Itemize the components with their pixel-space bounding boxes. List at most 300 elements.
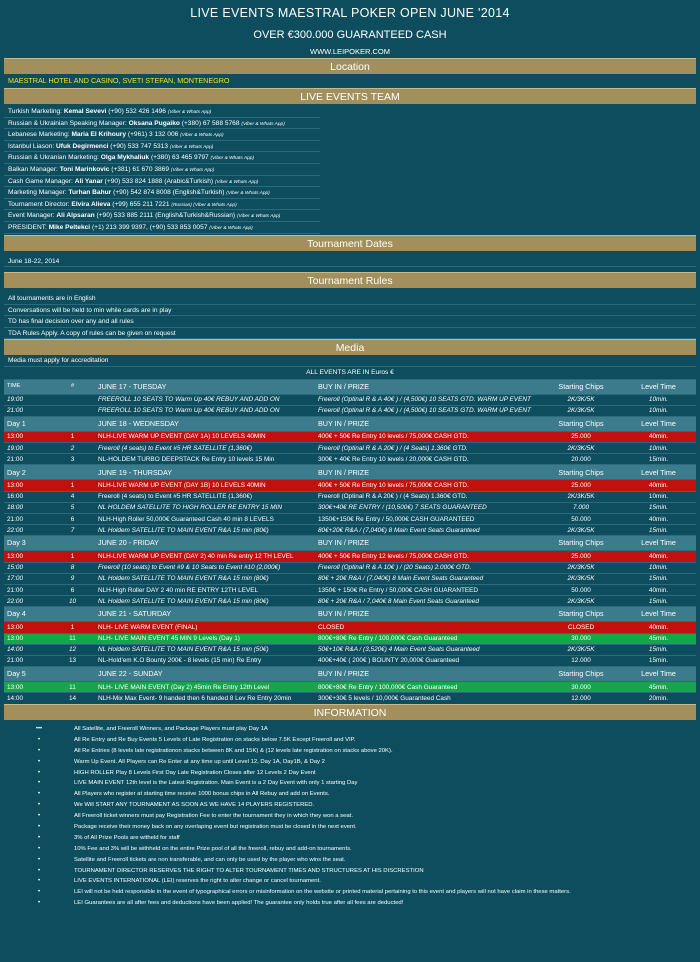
bullet-icon: ••• — [35, 725, 43, 732]
team-member-note: (Viber & Whats App) — [167, 110, 212, 115]
cell-buy-in: 300€+30€ 5 levels / 10,000€ Guaranteed Cash — [315, 693, 541, 704]
cell-buy-in: BUY IN / PRIZE — [315, 667, 541, 682]
cell-time: 19:00 — [4, 394, 50, 405]
cell-time: 13:00 — [4, 551, 50, 562]
bullet-icon: • — [37, 736, 41, 743]
cell-event-number — [50, 607, 95, 622]
team-member-row — [4, 199, 320, 211]
team-member-note: (Viber & Whats App) — [210, 156, 255, 162]
cell-event-number — [50, 667, 95, 682]
team-heading: LIVE EVENTS TEAM — [4, 88, 696, 104]
cell-event-name: NLH-LIVE WARM UP EVENT (DAY 2) 40 min Re entry 12 TH LEVEL — [95, 551, 315, 562]
team-member-name: Olga Mykhaliuk — [100, 154, 150, 162]
cell-event-name: JUNE 17 - TUESDAY — [95, 379, 315, 394]
cell-buy-in: BUY IN / PRIZE — [315, 416, 541, 431]
cell-time: 15:00 — [4, 562, 50, 573]
team-member-role: Tournament Director: — [8, 200, 70, 208]
cell-level-time: 20min. — [621, 693, 696, 704]
cell-event-name: NL-Hold'em K.O Bounty 200€ - 8 levels (15 min) Re Entry — [95, 655, 315, 666]
cell-event-name: NLH- LIVE MAIN EVENT (Day 2) 45min Re Entry 12th Level — [95, 682, 315, 693]
info-item — [4, 724, 696, 735]
info-item — [4, 768, 696, 779]
bullet-icon: • — [37, 834, 41, 841]
cell-event-name: FREEROLL 10 SEATS TO Warm Up 40€ REBUY AND ADD ON — [95, 394, 315, 405]
cell-level-time: 10min. — [621, 405, 696, 416]
info-text: 10% Fee and 3% will be withheld on the entire Prize pool of all the freeroll, rebuy and add-on tournaments. — [74, 845, 352, 852]
cell-event-number: 12 — [50, 644, 95, 655]
cell-time: 21:00 — [4, 514, 50, 525]
tournament-dates: June 18-22, 2014 — [4, 256, 696, 268]
info-text: All Re Entries (8 levels late registrationon stacks between 8K and 15K) & (12 levels late registration on stacks above 20K). — [74, 747, 393, 754]
table-row — [4, 454, 696, 465]
info-text: All Satellite, and Freeroll Winners, and Package Players must play Day 1A — [74, 725, 268, 732]
page-subtitle: OVER €300.000 GUARANTEED CASH — [253, 29, 447, 41]
cell-event-number: 6 — [50, 584, 95, 595]
cell-time: Day 2 — [4, 465, 50, 480]
cell-level-time: Level Time — [621, 416, 696, 431]
schedule-day-header — [4, 536, 696, 551]
cell-buy-in: BUY IN / PRIZE — [315, 536, 541, 551]
bullet-icon: • — [37, 867, 41, 874]
info-text: We Will START ANY TOURNAMENT AS SOON AS WE HAVE 14 PLAYERS REGISTERED. — [74, 802, 315, 809]
venue-name: MAESTRAL HOTEL AND CASINO, SVETI STEFAN, MONTENEGRO — [8, 76, 230, 85]
cell-starting-chips: Starting Chips — [541, 416, 621, 431]
info-item — [4, 866, 696, 877]
schedule-day-header — [4, 379, 696, 394]
cell-time: 21:00 — [4, 405, 50, 416]
currency-note: ALL EVENTS ARE IN Euros € — [4, 367, 696, 379]
table-row — [4, 633, 696, 644]
bullet-icon: • — [37, 769, 41, 776]
cell-event-name: NLH-LIVE WARM UP EVENT (DAY 1B) 10 LEVELS 40MIN — [95, 480, 315, 491]
bullet-icon: • — [37, 856, 41, 863]
cell-level-time: 10min. — [621, 443, 696, 454]
cell-event-name: JUNE 18 - WEDNESDAY — [95, 416, 315, 431]
rule-item: All tournaments are in English — [4, 293, 696, 305]
table-row — [4, 622, 696, 633]
table-row — [4, 431, 696, 442]
bullet-icon: • — [37, 747, 41, 754]
cell-buy-in: Freeroll (Optinal R & A 20€ ) / (4 Seats) 1.360€ GTD. — [315, 443, 541, 454]
team-member-row — [4, 176, 320, 188]
cell-level-time: 15min. — [621, 655, 696, 666]
team-member-row — [4, 164, 320, 176]
cell-buy-in: 800€+80€ Re Entry / 100,000€ Cash Guaranteed — [315, 633, 541, 644]
info-text: LEI will not be held responsible in the event of typographical errors or misinformation on the website or printed material pertaining to this event and players will not have claim in these matters. — [74, 889, 571, 896]
rule-item: Conversations will be held to min while cards are in play — [4, 305, 696, 317]
cell-event-number — [50, 394, 95, 405]
team-member-name: Maria El Krihoury — [71, 131, 127, 139]
team-member-contact: (+90) 532 426 1496 — [108, 108, 166, 115]
cell-buy-in: 80€+20€ R&A / (7,040€) 8 Main Event Seats Guaranteed — [315, 525, 541, 536]
cell-buy-in: BUY IN / PRIZE — [315, 379, 541, 394]
team-member-role: Turkish Marketing: — [8, 108, 62, 115]
team-member-contact: (+380) 67 588 5768 — [181, 119, 240, 127]
info-text: TOURNAMENT DIRECTOR RESERVES THE RIGHT TO ALTER TOURNAMENT TIMES AND STRUCTURES AT HIS DISCRESTION — [74, 867, 424, 874]
info-item — [4, 844, 696, 855]
table-row — [4, 514, 696, 525]
team-member-note: (Russian) (Viber & Whats App) — [171, 202, 237, 208]
info-item — [4, 746, 696, 757]
cell-time: 21:00 — [4, 454, 50, 465]
dates-heading: Tournament Dates — [4, 235, 696, 251]
info-text: Package receive their money back on any overlaping event but registration must be closed in the next event. — [74, 823, 357, 830]
cell-time: 13:00 — [4, 431, 50, 442]
cell-event-number: 1 — [50, 622, 95, 633]
team-member-note: (Viber & Whats App) — [170, 167, 215, 173]
info-text: LIVE MAIN EVENT 12th level is the Latest Registration. Main Event is a 2 Day Event with only 1 starting Day — [74, 780, 358, 787]
cell-event-number: 8 — [50, 562, 95, 573]
team-member-contact: (+90) 533 824 1888 (Arabic&Turkish) — [104, 177, 214, 185]
info-item — [4, 757, 696, 768]
cell-starting-chips: Starting Chips — [541, 667, 621, 682]
cell-starting-chips: 2K/3K/5K — [541, 405, 621, 416]
info-text: All Players who register at starting time receive 1000 bonus chips in All Rebuy and add on Events. — [74, 791, 330, 798]
bullet-icon: • — [37, 758, 41, 765]
team-member-row — [4, 141, 320, 153]
cell-event-number — [50, 416, 95, 431]
table-row — [4, 693, 696, 704]
team-member-name: Ali Yanar — [74, 177, 103, 185]
cell-time: 14:00 — [4, 644, 50, 655]
cell-event-name: NLH- LIVE MAIN EVENT 45 MIN 9 Levels (Day 1) — [95, 633, 315, 644]
cell-level-time: 40min. — [621, 480, 696, 491]
cell-starting-chips: 12.000 — [541, 655, 621, 666]
cell-buy-in: BUY IN / PRIZE — [315, 607, 541, 622]
cell-event-name: NL Holdem SATELLITE TO MAIN EVENT R&A 15 min (80€) — [95, 573, 315, 584]
cell-starting-chips: 25.000 — [541, 551, 621, 562]
cell-event-number: 3 — [50, 454, 95, 465]
cell-starting-chips: 2K/3K/5K — [541, 443, 621, 454]
cell-buy-in: 400€+40€ ( 200€ ) BOUNTY 20,000€ Guaranteed — [315, 655, 541, 666]
cell-buy-in: 400€ + 50€ Re Entry 10 levels / 75,000€ CASH GTD. — [315, 480, 541, 491]
cell-level-time: Level Time — [621, 536, 696, 551]
cell-level-time: 10min. — [621, 491, 696, 502]
team-member-contact: (+1) 213 399 9397, (+90) 533 853 0057 — [91, 223, 208, 231]
cell-event-name: Freeroll (4 seats) to Event #5 HR SATELLITE (1,360€) — [95, 491, 315, 502]
cell-time: Day 1 — [4, 416, 50, 431]
cell-event-number: 9 — [50, 573, 95, 584]
cell-starting-chips: 50.000 — [541, 584, 621, 595]
cell-buy-in: Freeroll (Optinal R & A 20€ ) / (4 Seats) 1.360€ GTD. — [315, 491, 541, 502]
team-member-contact: (+99) 655 211 7221 — [112, 200, 170, 208]
page-title: LIVE EVENTS MAESTRAL POKER OPEN JUNE '2014 — [190, 6, 510, 20]
cell-level-time: 15min. — [621, 644, 696, 655]
cell-event-number: 5 — [50, 502, 95, 513]
table-row — [4, 584, 696, 595]
cell-buy-in: 80€ + 20€ R&A / (7,040€) 8 Main Event Seats Guaranteed — [315, 573, 541, 584]
team-member-role: PRESIDENT: — [8, 223, 47, 231]
team-member-note: (Viber & Whats App) — [226, 191, 270, 197]
table-row — [4, 502, 696, 513]
bullet-icon: • — [37, 780, 41, 787]
cell-buy-in: 800€+80€ Re Entry / 100,000€ Cash Guaranteed — [315, 682, 541, 693]
cell-starting-chips: Starting Chips — [541, 379, 621, 394]
cell-buy-in: 400€ + 50€ Re Entry 10 levels / 75,000€ CASH GTD. — [315, 431, 541, 442]
schedule-day-header — [4, 416, 696, 431]
cell-starting-chips: 25.000 — [541, 480, 621, 491]
team-member-note: (Viber & Whats App) — [214, 179, 259, 185]
info-text: LEI Guarantees are all after fees and deductions have been applied! The guarantee only holds true after all fees are deducted! — [74, 900, 404, 907]
cell-event-name: NLH-High Roller DAY 2 40 min RE ENTRY 12TH LEVEL — [95, 584, 315, 595]
media-note: Media must apply for accreditation — [4, 355, 696, 367]
team-member-name: Turhan Bahur — [68, 189, 112, 197]
cell-event-name: NL HOLDEM SATELLITE TO HIGH ROLLER RE ENTRY 15 MIN — [95, 502, 315, 513]
team-member-note: (Viber & Whats App) — [236, 214, 281, 220]
cell-time: 18:00 — [4, 502, 50, 513]
cell-time: 22:00 — [4, 596, 50, 607]
cell-time: 13:00 — [4, 682, 50, 693]
info-text: All Freeroll ticket winners must pay Registration Fee to enter the tournament they in which they won a seat. — [74, 813, 353, 820]
cell-event-number: 2 — [50, 443, 95, 454]
team-member-note: (Viber & Whats App) — [169, 144, 214, 150]
cell-starting-chips: 2K/3K/5K — [541, 491, 621, 502]
cell-starting-chips: 12.000 — [541, 693, 621, 704]
table-row — [4, 405, 696, 416]
cell-event-number: 1 — [50, 480, 95, 491]
cell-time: 13:00 — [4, 480, 50, 491]
team-member-row — [4, 106, 320, 118]
cell-event-name: NLH-High Roller 50,000€ Guaranteed Cash 40 min 8 LEVELS — [95, 514, 315, 525]
cell-time: Day 4 — [4, 607, 50, 622]
cell-starting-chips: 2K/3K/5K — [541, 394, 621, 405]
info-item — [4, 876, 696, 887]
cell-time: Day 5 — [4, 667, 50, 682]
team-member-row — [4, 222, 320, 234]
rules-heading: Tournament Rules — [4, 272, 696, 288]
cell-event-name: Freeroll (10 seats) to Event #9 & 10 Seats to Event #10 (2,000€) — [95, 562, 315, 573]
info-item — [4, 735, 696, 746]
cell-level-time: 15min. — [621, 454, 696, 465]
cell-event-number — [50, 536, 95, 551]
media-heading: Media — [4, 339, 696, 355]
rules-list — [4, 293, 696, 339]
cell-event-number: 6 — [50, 514, 95, 525]
team-member-note: (Viber & Whats App) — [241, 121, 285, 127]
team-member-name: Oksana Pugaiko — [128, 119, 180, 127]
cell-buy-in: Freeroll (Optinal R & A 10€ ) / (20 Seats) 2.000€ GTD. — [315, 562, 541, 573]
cell-level-time: 15min. — [621, 573, 696, 584]
cell-level-time: 40min. — [621, 431, 696, 442]
team-member-name: Ali Alpsaran — [56, 212, 95, 220]
cell-buy-in: Freeroll (Optinal R & A 40€ ) / (4,500€) 10 SEATS GTD. WARM UP EVENT — [315, 405, 541, 416]
table-row — [4, 596, 696, 607]
team-member-contact: (+381) 61 670 3869 — [111, 165, 170, 173]
cell-time: 14:00 — [4, 693, 50, 704]
team-member-name: Ufuk Degirmenci — [56, 142, 109, 150]
team-member-contact: (+380) 63 465 9797 — [150, 154, 209, 162]
bullet-icon: • — [37, 802, 41, 809]
table-row — [4, 682, 696, 693]
cell-level-time: 40min. — [621, 622, 696, 633]
cell-time: 22:00 — [4, 525, 50, 536]
cell-starting-chips: 2K/3K/5K — [541, 562, 621, 573]
cell-level-time: 40min. — [621, 514, 696, 525]
schedule-day-header — [4, 667, 696, 682]
team-member-name: Mike Peltekci — [48, 223, 91, 231]
team-member-role: Balkan Manager: — [8, 165, 58, 173]
cell-buy-in: Freeroll (Optinal R & A 40€ ) / (4,500€) 10 SEATS GTD. WARM UP EVENT — [315, 394, 541, 405]
cell-starting-chips: 2K/3K/5K — [541, 573, 621, 584]
info-item — [4, 833, 696, 844]
cell-buy-in: 400€ + 50€ Re Entry 12 levels / 75,000€ CASH GTD. — [315, 551, 541, 562]
cell-time: TIME — [4, 379, 50, 394]
cell-event-number: 10 — [50, 596, 95, 607]
cell-time: Day 3 — [4, 536, 50, 551]
info-item — [4, 800, 696, 811]
cell-starting-chips: 30.000 — [541, 633, 621, 644]
cell-level-time: Level Time — [621, 379, 696, 394]
cell-starting-chips: 30.000 — [541, 682, 621, 693]
information-heading: INFORMATION — [4, 704, 696, 720]
cell-event-number: # — [50, 379, 95, 394]
cell-event-name: NLH-Mix Max Event- 9 handed then 6 handed 8 Lev Re Entry 20min — [95, 693, 315, 704]
bullet-icon: • — [37, 823, 41, 830]
cell-starting-chips: 2K/3K/5K — [541, 525, 621, 536]
cell-buy-in: 300€+40€ RE ENTRY / (10,500€) 7 SEATS GUARANTEED — [315, 502, 541, 513]
information-list — [4, 720, 696, 909]
cell-event-number: 1 — [50, 551, 95, 562]
cell-level-time: 45min. — [621, 682, 696, 693]
cell-event-name: JUNE 19 - THURSDAY — [95, 465, 315, 480]
cell-time: 16:00 — [4, 491, 50, 502]
cell-starting-chips: Starting Chips — [541, 607, 621, 622]
cell-level-time: Level Time — [621, 465, 696, 480]
team-member-name: Toni Marinkovic — [59, 165, 110, 173]
location-heading: Location — [4, 58, 696, 74]
cell-level-time: 45min. — [621, 633, 696, 644]
cell-buy-in: 80€ + 20€ R&A / 7,040€ 8 Main Event Seats Guaranteed — [315, 596, 541, 607]
team-member-note: (Viber & Whats App) — [180, 133, 224, 139]
cell-event-number: 11 — [50, 633, 95, 644]
cell-level-time: 40min. — [621, 551, 696, 562]
cell-event-number — [50, 465, 95, 480]
table-row — [4, 644, 696, 655]
team-member-role: Istanbul Liason: — [8, 142, 55, 150]
cell-starting-chips: 2K/3K/5K — [541, 596, 621, 607]
team-member-row — [4, 210, 320, 222]
cell-buy-in: CLOSED — [315, 622, 541, 633]
website-link[interactable]: WWW.LEIPOKER.COM — [309, 47, 390, 56]
team-list — [4, 106, 696, 234]
team-member-contact: (+961) 3 132 006 — [127, 131, 179, 139]
rule-item: TD has final decision over any and all rules — [4, 316, 696, 328]
cell-event-name: NL Holdem SATELLITE TO MAIN EVENT R&A 15 min (50€) — [95, 644, 315, 655]
cell-time: 17:00 — [4, 573, 50, 584]
team-member-name: Elvira Alieva — [71, 200, 111, 208]
table-row — [4, 551, 696, 562]
info-text: 3% of All Prize Pools are witheld for staff — [74, 834, 180, 841]
team-member-row — [4, 152, 320, 164]
cell-starting-chips: 25.000 — [541, 431, 621, 442]
info-text: Warm Up Event. All Players can Re Enter at any time up until Level 12, Day 1A, Day1B, & Day 2 — [74, 758, 325, 765]
cell-level-time: 10min. — [621, 562, 696, 573]
team-member-role: Event Manager: — [8, 212, 55, 220]
table-row — [4, 491, 696, 502]
cell-event-name: JUNE 20 - FRIDAY — [95, 536, 315, 551]
cell-starting-chips: Starting Chips — [541, 465, 621, 480]
table-row — [4, 443, 696, 454]
cell-buy-in: 50€+10€ R&A / (3,520€) 4 Main Event Seats Guaranteed — [315, 644, 541, 655]
bullet-icon: • — [37, 845, 41, 852]
cell-starting-chips: Starting Chips — [541, 536, 621, 551]
cell-starting-chips: 50.000 — [541, 514, 621, 525]
team-member-name: Kemal Sevevi — [63, 108, 107, 115]
cell-time: 19:00 — [4, 443, 50, 454]
team-member-contact: (+90) 533 747 5313 — [110, 142, 169, 150]
bullet-icon: • — [37, 900, 41, 907]
schedule-table — [4, 379, 696, 704]
info-item — [4, 887, 696, 898]
info-item — [4, 855, 696, 866]
cell-event-number — [50, 405, 95, 416]
bullet-icon: • — [37, 878, 41, 885]
cell-time: 13:00 — [4, 633, 50, 644]
info-item — [4, 811, 696, 822]
info-text: LIVE EVENTS INTERNATIONAL (LEI) reserves the right to alter change or cancel tournament. — [74, 878, 321, 885]
bullet-icon: • — [37, 889, 41, 896]
cell-event-number: 11 — [50, 682, 95, 693]
cell-event-number: 1 — [50, 431, 95, 442]
cell-level-time: Level Time — [621, 667, 696, 682]
info-text: All Re Entry and Re Buy Events 5 Levels of Late Registration on stacks below 7.5K Except Freeroll and VIP. — [74, 736, 356, 743]
table-row — [4, 655, 696, 666]
info-text: HIGH ROLLER Play 8 Levels First Day Late Registration Closes after 12 Levels 2 Day Event — [74, 769, 316, 776]
cell-event-number: 14 — [50, 693, 95, 704]
cell-level-time: 40min. — [621, 584, 696, 595]
cell-level-time: 10min. — [621, 394, 696, 405]
cell-starting-chips: 2K/3K/5K — [541, 644, 621, 655]
cell-time: 13:00 — [4, 622, 50, 633]
cell-event-name: NL Holdem SATELLITE TO MAIN EVENT R&A 15 min (80€) — [95, 596, 315, 607]
team-member-role: Lebanese Marketing: — [8, 131, 70, 139]
team-member-role: Cash Game Manager: — [8, 177, 73, 185]
cell-event-number: 13 — [50, 655, 95, 666]
team-member-contact: (+90) 542 874 8008 (English&Turkish) — [113, 189, 225, 197]
table-row — [4, 394, 696, 405]
cell-starting-chips: 20.000 — [541, 454, 621, 465]
team-member-contact: (+90) 533 885 2111 (English&Turkish&Russian) — [96, 212, 236, 220]
cell-event-name: JUNE 21 - SATURDAY — [95, 607, 315, 622]
cell-starting-chips: CLOSED — [541, 622, 621, 633]
team-member-note: (Viber & Whats App) — [209, 225, 253, 231]
cell-buy-in: BUY IN / PRIZE — [315, 465, 541, 480]
info-item — [4, 898, 696, 909]
team-member-row — [4, 129, 320, 141]
table-row — [4, 573, 696, 584]
cell-starting-chips: 7.000 — [541, 502, 621, 513]
team-member-role: Marketing Manager: — [8, 189, 67, 197]
cell-buy-in: 300€ + 40€ Re Entry 10 levels / 20,000€ CASH GTD. — [315, 454, 541, 465]
cell-time: 21:00 — [4, 655, 50, 666]
team-member-role: Russian & Ukranian Marketing: — [8, 154, 99, 162]
cell-buy-in: 1350€ + 150€ Re Entry / 50,000€ CASH GUARANTEED — [315, 584, 541, 595]
cell-level-time: Level Time — [621, 607, 696, 622]
schedule-day-header — [4, 607, 696, 622]
cell-event-name: Freeroll (4 seats) to Event #5 HR SATELLITE (1,360€) — [95, 443, 315, 454]
table-row — [4, 525, 696, 536]
info-item — [4, 789, 696, 800]
table-row — [4, 480, 696, 491]
cell-event-name: FREEROLL 10 SEATS TO Warm Up 40€ REBUY AND ADD ON — [95, 405, 315, 416]
cell-event-name: NL Holdem SATELLITE TO MAIN EVENT R&A 15 min (80€) — [95, 525, 315, 536]
cell-level-time: 15min. — [621, 525, 696, 536]
cell-event-name: NLH- LIVE WARM EVENT (FINAL) — [95, 622, 315, 633]
cell-time: 21:00 — [4, 584, 50, 595]
schedule-day-header — [4, 465, 696, 480]
team-member-row — [4, 118, 320, 130]
team-member-role: Russian & Ukrainian Speaking Manager: — [8, 119, 127, 127]
